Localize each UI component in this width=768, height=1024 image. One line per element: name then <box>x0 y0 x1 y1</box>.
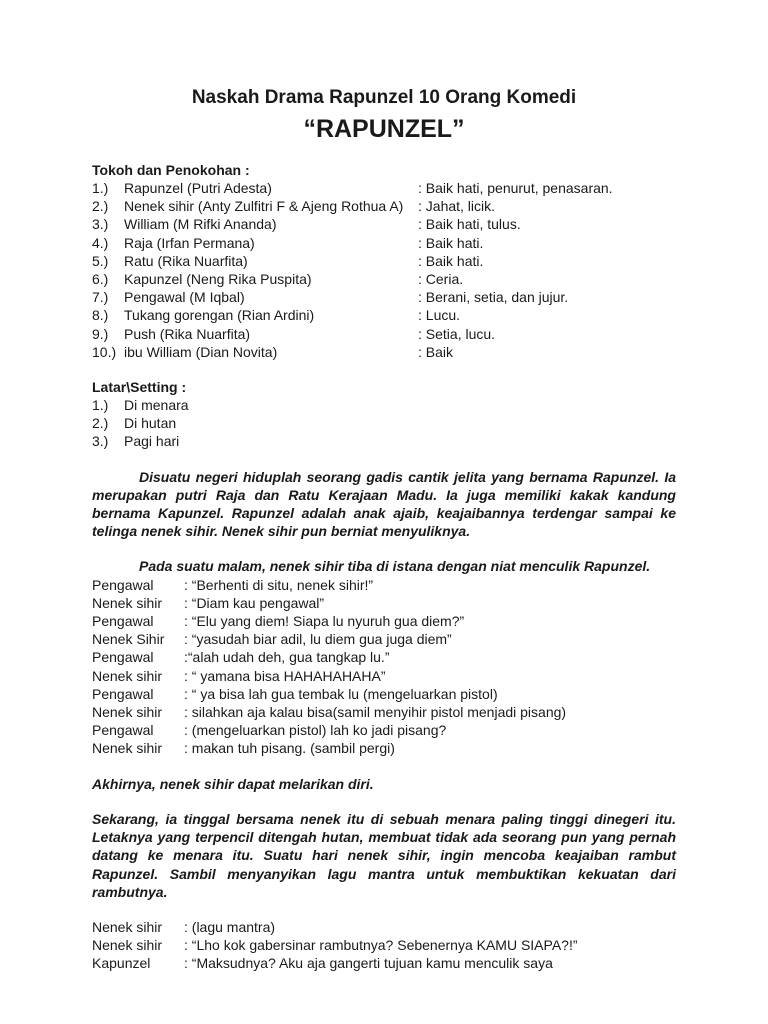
speech: : silahkan aja kalau bisa(samil menyihir pistol menjadi pisang) <box>184 704 567 721</box>
setting-number: 3.) <box>92 433 109 450</box>
cast-number: 8.) <box>92 307 109 324</box>
speaker: Nenek sihir <box>92 704 163 721</box>
speech: : “Maksudnya? Aku aja gangerti tujuan kamu menculik saya <box>184 955 553 972</box>
speaker: Pengawal <box>92 649 154 666</box>
cast-trait: : Jahat, licik. <box>418 198 496 215</box>
cast-item <box>92 325 676 343</box>
speaker: Nenek sihir <box>92 667 163 684</box>
cast-trait: : Lucu. <box>418 307 461 324</box>
setting-text: Pagi hari <box>124 433 180 450</box>
tower-paragraph: Sekarang, ia tinggal bersama nenek itu di sebuah menara paling tinggi dinegeri itu. Letaknya yang terpencil ditengah hutan, membuat tidak ada seorang pun yang pernah datang ke menara itu. Suatu hari nenek sihir, ingin mencoba keajaiban rambut Rapunzel. Sambil menyanyikan lagu mantra untuk membuktikan kekuatan dari rambutnya. <box>92 810 676 900</box>
spacer <box>92 451 676 468</box>
setting-number: 1.) <box>92 397 109 414</box>
spacer <box>92 361 676 378</box>
setting-item <box>92 414 676 432</box>
cast-list <box>92 179 676 361</box>
cast-name: Nenek sihir (Anty Zulfitri F & Ajeng Rothua A) <box>124 198 404 215</box>
spacer <box>92 758 676 775</box>
setting-list <box>92 396 676 451</box>
cast-name: Ratu (Rika Nuarfita) <box>124 252 248 269</box>
speaker: Pengawal <box>92 722 154 739</box>
cast-name: Pengawal (M Iqbal) <box>124 289 245 306</box>
dialogue-line <box>92 918 676 936</box>
dialogue-line <box>92 936 676 954</box>
dialogue-line <box>92 594 676 612</box>
cast-name: Push (Rika Nuarfita) <box>124 325 251 342</box>
intro-paragraph: Disuatu negeri hiduplah seorang gadis cantik jelita yang bernama Rapunzel. Ia merupakan putri Raja dan Ratu Kerajaan Madu. Ia juga memiliki kakak kandung bernama Kapunzel. Rapunzel adalah anak ajaib, keajaibannya terdengar sampai ke telinga nenek sihir. Nenek sihir pun berniat menyuliknya. <box>92 468 676 540</box>
cast-name: William (M Rifki Ananda) <box>124 216 277 233</box>
dialogue-line <box>92 954 676 972</box>
cast-item <box>92 288 676 306</box>
speech: : “Diam kau pengawal” <box>184 594 325 611</box>
cast-name: Tukang gorengan (Rian Ardini) <box>124 307 315 324</box>
cast-name: Raja (Irfan Permana) <box>124 234 255 251</box>
document-title: Naskah Drama Rapunzel 10 Orang Komedi <box>191 87 577 108</box>
setting-item <box>92 396 676 414</box>
spacer <box>92 793 676 810</box>
cast-item <box>92 215 676 233</box>
speech: : (mengeluarkan pistol) lah ko jadi pisang? <box>184 722 447 739</box>
cast-number: 4.) <box>92 234 109 251</box>
speech: :“alah udah deh, gua tangkap lu.” <box>184 649 390 666</box>
speech: : “yasudah biar adil, lu diem gua juga diem” <box>184 631 452 648</box>
speaker: Nenek sihir <box>92 740 163 757</box>
scene-intro: Pada suatu malam, nenek sihir tiba di istana dengan niat menculik Rapunzel. <box>139 558 651 575</box>
cast-trait: : Baik hati, tulus. <box>418 216 521 233</box>
cast-trait: : Baik hati. <box>418 252 484 269</box>
setting-text: Di menara <box>124 397 189 414</box>
dialogue-block <box>92 576 676 758</box>
setting-number: 2.) <box>92 415 109 432</box>
cast-item <box>92 270 676 288</box>
setting-item <box>92 432 676 450</box>
cast-heading: Tokoh dan Penokohan : <box>92 162 250 178</box>
dialogue-line <box>92 703 676 721</box>
cast-item <box>92 343 676 361</box>
dialogue-line <box>92 739 676 757</box>
speaker: Nenek sihir <box>92 918 163 935</box>
setting-text: Di hutan <box>124 415 177 432</box>
speech: : “ yamana bisa HAHAHAHAHA” <box>184 667 386 684</box>
dialogue-line <box>92 612 676 630</box>
cast-item <box>92 306 676 324</box>
spacer <box>92 540 676 557</box>
dialogue-line <box>92 721 676 739</box>
cast-number: 9.) <box>92 325 109 342</box>
spacer <box>92 901 676 918</box>
dialogue-line <box>92 648 676 666</box>
cast-number: 2.) <box>92 198 109 215</box>
speaker: Nenek sihir <box>92 594 163 611</box>
cast-number: 1.) <box>92 180 109 196</box>
speaker: Nenek sihir <box>92 937 163 954</box>
cast-trait: : Baik hati. <box>418 234 484 251</box>
cast-item <box>92 252 676 270</box>
cast-trait: : Baik <box>418 343 454 360</box>
cast-item <box>92 179 676 197</box>
cast-name: Rapunzel (Putri Adesta) <box>124 180 272 196</box>
speech: : “Berhenti di situ, nenek sihir!” <box>184 576 374 593</box>
cast-number: 3.) <box>92 216 109 233</box>
cast-item <box>92 197 676 215</box>
cast-number: 5.) <box>92 252 109 269</box>
speech: : “ ya bisa lah gua tembak lu (mengeluarkan pistol) <box>184 685 498 702</box>
cast-trait: : Setia, lucu. <box>418 325 496 342</box>
speech: : “Lho kok gabersinar rambutnya? Sebenernya KAMU SIAPA?!” <box>184 937 578 954</box>
dialogue-line <box>92 630 676 648</box>
speech: : “Elu yang diem! Siapa lu nyuruh gua diem?” <box>184 613 465 630</box>
speaker: Nenek Sihir <box>92 631 165 648</box>
cast-item <box>92 234 676 252</box>
cast-number: 6.) <box>92 271 109 288</box>
speech: : makan tuh pisang. (sambil pergi) <box>184 740 395 757</box>
speaker: Kapunzel <box>92 955 151 972</box>
dialogue-line <box>92 576 676 594</box>
dialogue-line <box>92 685 676 703</box>
speaker: Pengawal <box>92 576 154 593</box>
cast-name: ibu William (Dian Novita) <box>124 343 278 360</box>
dialogue-line <box>92 667 676 685</box>
cast-number: 7.) <box>92 289 109 306</box>
document-subtitle: “RAPUNZEL” <box>303 115 465 143</box>
speaker: Pengawal <box>92 613 154 630</box>
speaker: Pengawal <box>92 685 154 702</box>
escape-paragraph: Akhirnya, nenek sihir dapat melarikan diri. <box>92 775 374 792</box>
dialogue-block <box>92 918 676 973</box>
cast-trait: : Ceria. <box>418 271 464 288</box>
cast-trait: : Berani, setia, dan jujur. <box>418 289 569 306</box>
cast-trait: : Baik hati, penurut, penasaran. <box>418 180 613 196</box>
setting-heading: Latar\Setting : <box>92 379 187 396</box>
cast-name: Kapunzel (Neng Rika Puspita) <box>124 271 312 288</box>
speech: : (lagu mantra) <box>184 918 276 935</box>
cast-number: 10.) <box>92 343 117 360</box>
